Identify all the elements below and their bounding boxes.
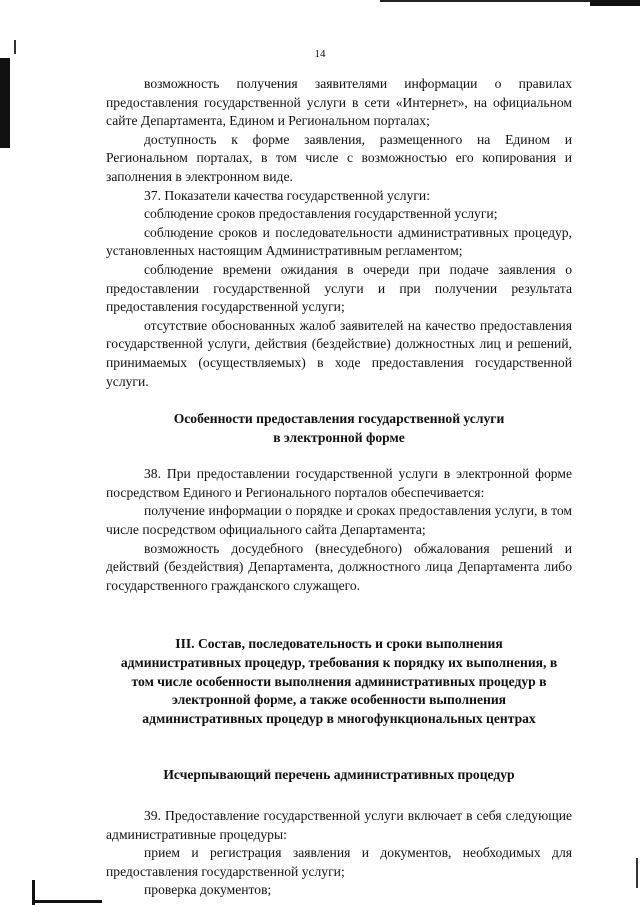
paragraph: получение информации о порядке и сроках предоставления услуги, в том числе посредством официального сайта Департамента; — [106, 503, 572, 538]
paragraph: отсутствие обоснованных жалоб заявителей на качество предоставления государственной услуги, действия (бездействие) должностных лиц и решений, принимаемых (осуществляемых) в ходе предоставления государственной услуги. — [106, 317, 572, 389]
scan-edge-mark — [590, 0, 640, 6]
heading-line: электронной форме, а также особенности выполнения — [171, 692, 507, 708]
document-body — [106, 75, 572, 900]
page-number: 14 — [314, 48, 326, 60]
scan-binding-shadow — [0, 58, 10, 148]
paragraph: соблюдение сроков предоставления государственной услуги; — [144, 206, 498, 222]
scan-edge-tick — [636, 858, 638, 888]
paragraph: возможность досудебного (внесудебного) обжалования решений и действий (бездействия) Департамента, должностного лица Департамента либо государственного гражданского служащего. — [106, 540, 572, 593]
paragraph-item-38: 38. При предоставлении государственной услуги в электронной форме посредством Единого и Регионального порталов обеспечивается: — [106, 466, 572, 500]
paragraph: проверка документов; — [144, 882, 272, 898]
paragraph: прием и регистрация заявления и документов, необходимых для предоставления государственной услуги; — [106, 845, 572, 879]
paragraph: доступность к форме заявления, размещенного на Едином и Региональном порталах, в том числе с возможностью его копирования и заполнения в электронном виде. — [106, 131, 572, 184]
paragraph: возможность получения заявителями информации о правилах предоставления государственной услуги в сети «Интернет», на официальном сайте Департамента, Едином и Региональном порталах; — [106, 76, 572, 129]
section-heading-electronic-form — [106, 410, 572, 447]
heading-line: административных процедур в многофункциональных центрах — [142, 710, 536, 726]
paragraph-item-37: 37. Показатели качества государственной услуги: — [144, 187, 430, 203]
section-heading-procedures-list: Исчерпывающий перечень административных процедур — [163, 767, 515, 783]
chapter-heading-iii — [106, 635, 572, 728]
paragraph-item-39: 39. Предоставление государственной услуги включает в себя следующие административные процедуры: — [106, 808, 572, 842]
scan-corner-mark-horizontal — [32, 900, 102, 903]
paragraph: соблюдение сроков и последовательности административных процедур, установленных настоящим Административным регламентом; — [106, 224, 572, 259]
heading-line: Особенности предоставления государственной услуги — [173, 411, 505, 427]
heading-line: III. Состав, последовательность и сроки выполнения — [175, 636, 503, 652]
paragraph: соблюдение времени ожидания в очереди при подаче заявления о предоставлении государственной услуги и при получении результата предоставления государственной услуги; — [106, 261, 572, 315]
heading-line: административных процедур, требования к порядку их выполнения, в — [120, 655, 558, 671]
heading-line: в электронной форме — [273, 429, 405, 445]
heading-line: том числе особенности выполнения административных процедур в — [131, 673, 547, 689]
